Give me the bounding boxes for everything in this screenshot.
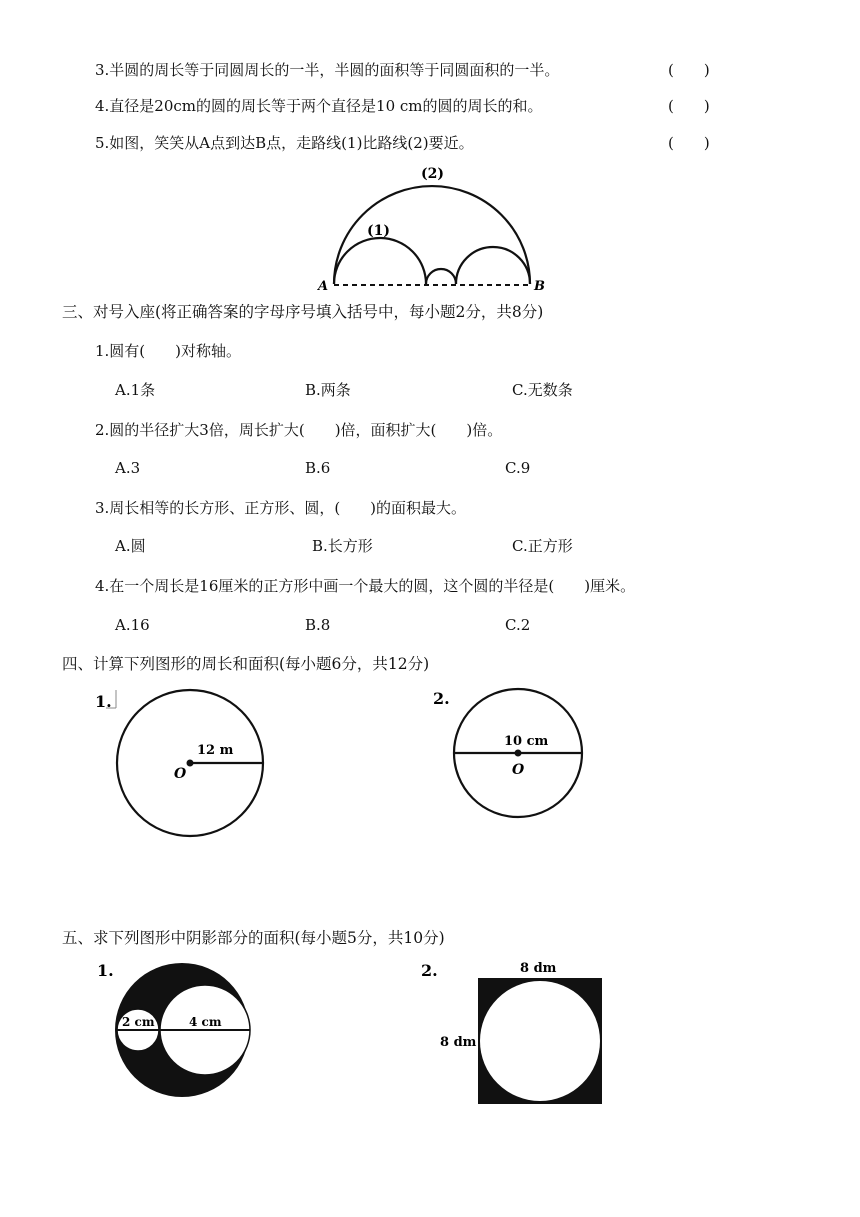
section5-title: 五、求下列图形中阴影部分的面积(每小题5分，共10分) (62, 929, 445, 947)
q4-option-a: A.16 (115, 616, 150, 634)
q1-option-c: C.无数条 (512, 381, 573, 399)
section4-title: 四、计算下列图形的周长和面积(每小题6分，共12分) (62, 655, 430, 673)
q3-option-a: A.圆 (115, 537, 146, 555)
q1-option-a: A.1条 (115, 381, 156, 399)
s4-fig2-center-label: O (512, 762, 525, 778)
q3-option-c: C.正方形 (512, 537, 573, 555)
q2-option-c: C.9 (505, 459, 531, 477)
answer-paren-4[interactable]: ( ) (668, 97, 710, 115)
q3-option-b: B.长方形 (312, 537, 373, 555)
tf-item-5: 5.如图，笑笑从A点到达B点，走路线(1)比路线(2)要近。 (95, 134, 474, 152)
answer-paren-3[interactable]: ( ) (668, 61, 710, 79)
q1-text: 1.圆有( )对称轴。 (95, 342, 242, 360)
s4-fig1-number: 1. (95, 692, 112, 711)
s5-fig1-number: 1. (97, 961, 114, 980)
q4-text: 4.在一个周长是16厘米的正方形中画一个最大的圆，这个圆的半径是( )厘米。 (95, 577, 636, 595)
s5-fig1-large-label: 4 cm (189, 1015, 222, 1029)
q4-option-b: B.8 (305, 616, 331, 634)
q4-option-c: C.2 (505, 616, 531, 634)
q2-option-a: A.3 (115, 459, 141, 477)
q2-text: 2.圆的半径扩大3倍，周长扩大( )倍，面积扩大( )倍。 (95, 421, 503, 439)
s5-fig1-small-label: 2 cm (122, 1015, 155, 1029)
point-a-label: A (318, 279, 329, 294)
q2-option-b: B.6 (305, 459, 331, 477)
route1-label: (1) (367, 223, 390, 239)
s5-fig2-side-label: 8 dm (440, 1035, 477, 1050)
q3-text: 3.周长相等的长方形、正方形、圆，( )的面积最大。 (95, 499, 467, 517)
s5-fig2-inner-circle (480, 981, 600, 1101)
point-b-label: B (534, 279, 545, 294)
q1-option-b: B.两条 (305, 381, 351, 399)
tf-item-4: 4.直径是20cm的圆的周长等于两个直径是10 cm的圆的周长的和。 (95, 97, 543, 115)
s5-fig2-top-label: 8 dm (520, 961, 557, 976)
s4-fig1-center-label: O (174, 766, 187, 782)
section3-title: 三、对号入座(将正确答案的字母序号填入括号中，每小题2分，共8分) (62, 303, 544, 321)
answer-paren-5[interactable]: ( ) (668, 134, 710, 152)
route2-label: (2) (421, 166, 444, 182)
tf-item-3: 3.半圆的周长等于同圆周长的一半，半圆的面积等于同圆面积的一半。 (95, 61, 560, 79)
s4-fig2-measure: 10 cm (504, 734, 549, 749)
s4-fig1-measure: 12 m (197, 743, 234, 758)
s5-fig2-number: 2. (421, 961, 438, 980)
s4-fig2-number: 2. (433, 689, 450, 708)
